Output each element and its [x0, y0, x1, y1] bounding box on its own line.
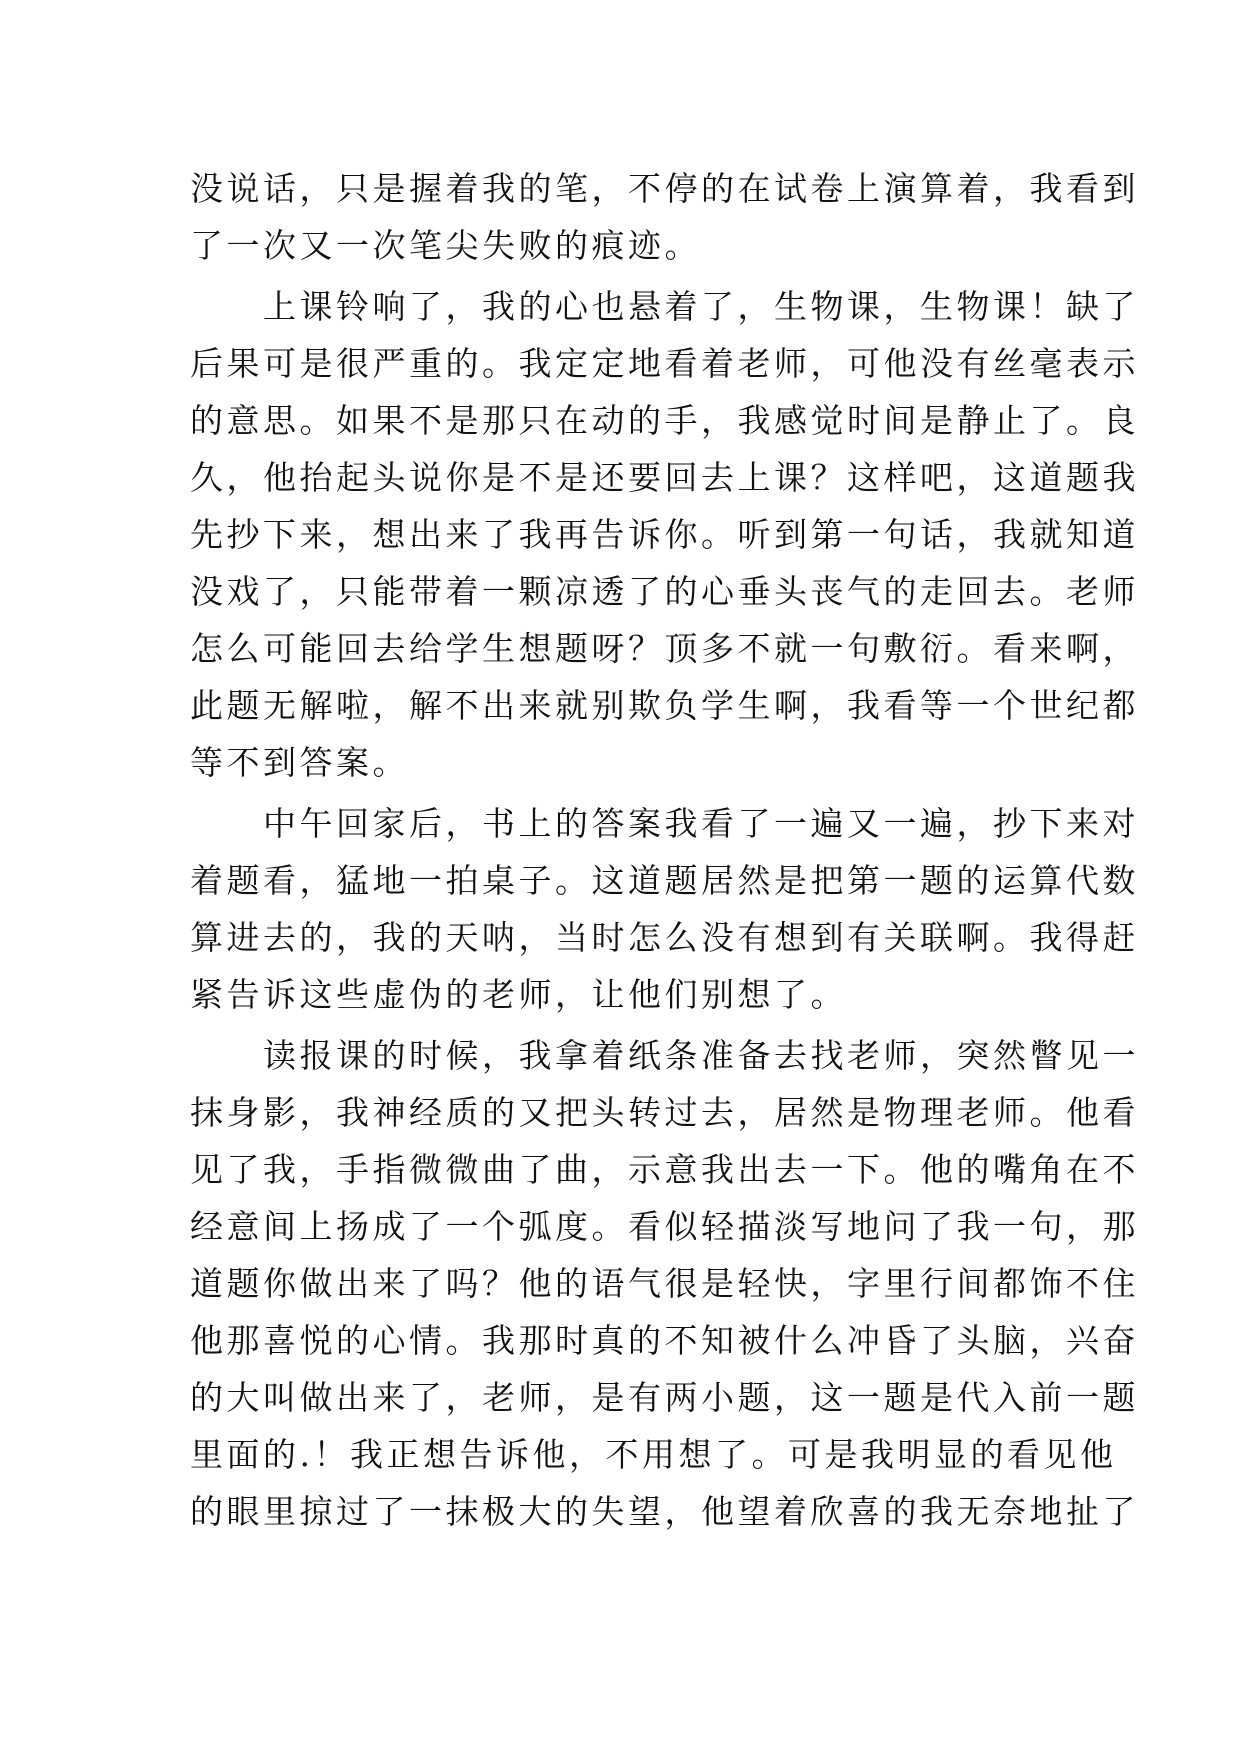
text-line: 等不到答案。: [190, 743, 409, 782]
text-line: 抹身影，我神经质的又把头转过去，居然是物理老师。他看: [190, 1093, 1139, 1132]
text-line: 了一次又一次笔尖失败的痕迹。: [190, 226, 701, 265]
text-line: 上课铃响了，我的心也悬着了，生物课，生物课！缺了: [190, 287, 1139, 326]
text-line: 的大叫做出来了，老师，是有两小题，这一题是代入前一题: [190, 1378, 1139, 1417]
text-line: 的意思。如果不是那只在动的手，我感觉时间是静止了。良: [190, 401, 1139, 440]
text-line: 没说话，只是握着我的笔，不停的在试卷上演算着，我看到: [190, 169, 1139, 208]
text-line: 读报课的时候，我拿着纸条准备去找老师，突然瞥见一: [190, 1036, 1139, 1075]
paragraph-2: [190, 278, 1139, 791]
text-line: 中午回家后，书上的答案我看了一遍又一遍，抄下来对: [190, 804, 1139, 843]
text-line: 他那喜悦的心情。我那时真的不知被什么冲昏了头脑，兴奋: [190, 1321, 1139, 1360]
text-line: 着题看，猛地一拍桌子。这道题居然是把第一题的运算代数: [190, 861, 1139, 900]
text-line: 没戏了，只能带着一颗凉透了的心垂头丧气的走回去。老师: [190, 572, 1139, 611]
paragraph-3: [190, 795, 1139, 1023]
text-line: 算进去的，我的天呐，当时怎么没有想到有关联啊。我得赶: [190, 918, 1139, 957]
text-line: 道题你做出来了吗？他的语气很是轻快，字里行间都饰不住: [190, 1264, 1139, 1303]
text-line: 见了我，手指微微曲了曲，示意我出去一下。他的嘴角在不: [190, 1150, 1139, 1189]
text-line: 后果可是很严重的。我定定地看着老师，可他没有丝毫表示: [190, 344, 1139, 383]
text-line: 的眼里掠过了一抹极大的失望，他望着欣喜的我无奈地扯了: [190, 1492, 1139, 1531]
text-line: 紧告诉这些虚伪的老师，让他们别想了。: [190, 975, 847, 1014]
paragraph-4: [190, 1027, 1139, 1540]
text-line: 久，他抬起头说你是不是还要回去上课？这样吧，这道题我: [190, 458, 1139, 497]
document-body: [190, 160, 1139, 1540]
text-line: 怎么可能回去给学生想题呀？顶多不就一句敷衍。看来啊，: [190, 629, 1139, 668]
paragraph-1: [190, 160, 1139, 274]
text-line: 经意间上扬成了一个弧度。看似轻描淡写地问了我一句，那: [190, 1207, 1139, 1246]
text-line: 先抄下来，想出来了我再告诉你。听到第一句话，我就知道: [190, 515, 1139, 554]
text-line: 里面的.！我正想告诉他，不用想了。可是我明显的看见他: [190, 1435, 1117, 1474]
text-line: 此题无解啦，解不出来就别欺负学生啊，我看等一个世纪都: [190, 686, 1139, 725]
